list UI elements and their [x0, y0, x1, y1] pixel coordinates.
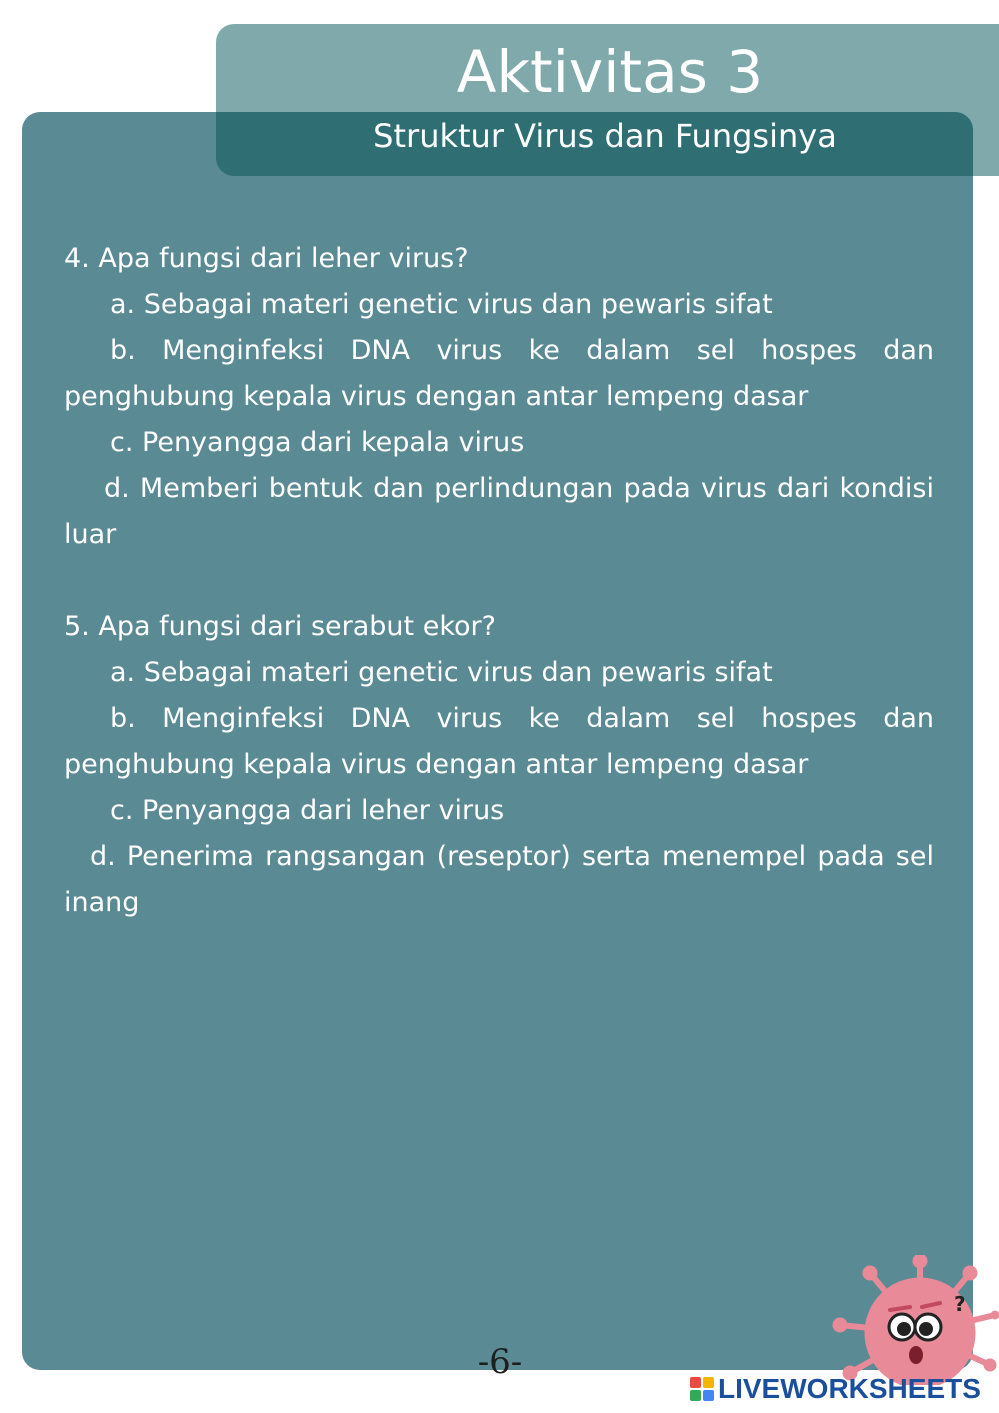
question-5-option-d: d. Penerima rangsangan (reseptor) serta menempel pada sel inang [64, 841, 934, 918]
question-5-option-c: c. Penyangga dari leher virus [110, 795, 505, 826]
page-subtitle: Struktur Virus dan Fungsinya [373, 117, 837, 155]
virus-mascot-icon [830, 1255, 999, 1385]
question-4-option-c: c. Penyangga dari kepala virus [110, 427, 525, 458]
brand-name: LIVEWORKSHEETS [718, 1373, 981, 1404]
liveworksheets-logo-icon [690, 1377, 714, 1401]
question-4-option-b: b. Menginfeksi DNA virus ke dalam sel hospes dan penghubung kepala virus dengan antar lempeng dasar [64, 335, 934, 412]
page-number: -6- [477, 1342, 523, 1382]
page-title: Aktivitas 3 [456, 38, 764, 106]
question-spacer [64, 558, 934, 604]
svg-text:?: ? [954, 1292, 966, 1316]
question-4-option-a: a. Sebagai materi genetic virus dan pewaris sifat [110, 289, 773, 320]
questions-section [64, 236, 934, 926]
question-5-option-b: b. Menginfeksi DNA virus ke dalam sel hospes dan penghubung kepala virus dengan antar lempeng dasar [64, 703, 934, 780]
question-5: 5. Apa fungsi dari serabut ekor? [64, 611, 496, 642]
brand-footer [690, 1372, 981, 1406]
question-4-option-d: d. Memberi bentuk dan perlindungan pada virus dari kondisi luar [64, 473, 934, 550]
question-5-option-a: a. Sebagai materi genetic virus dan pewaris sifat [110, 657, 773, 688]
question-4: 4. Apa fungsi dari leher virus? [64, 243, 469, 274]
